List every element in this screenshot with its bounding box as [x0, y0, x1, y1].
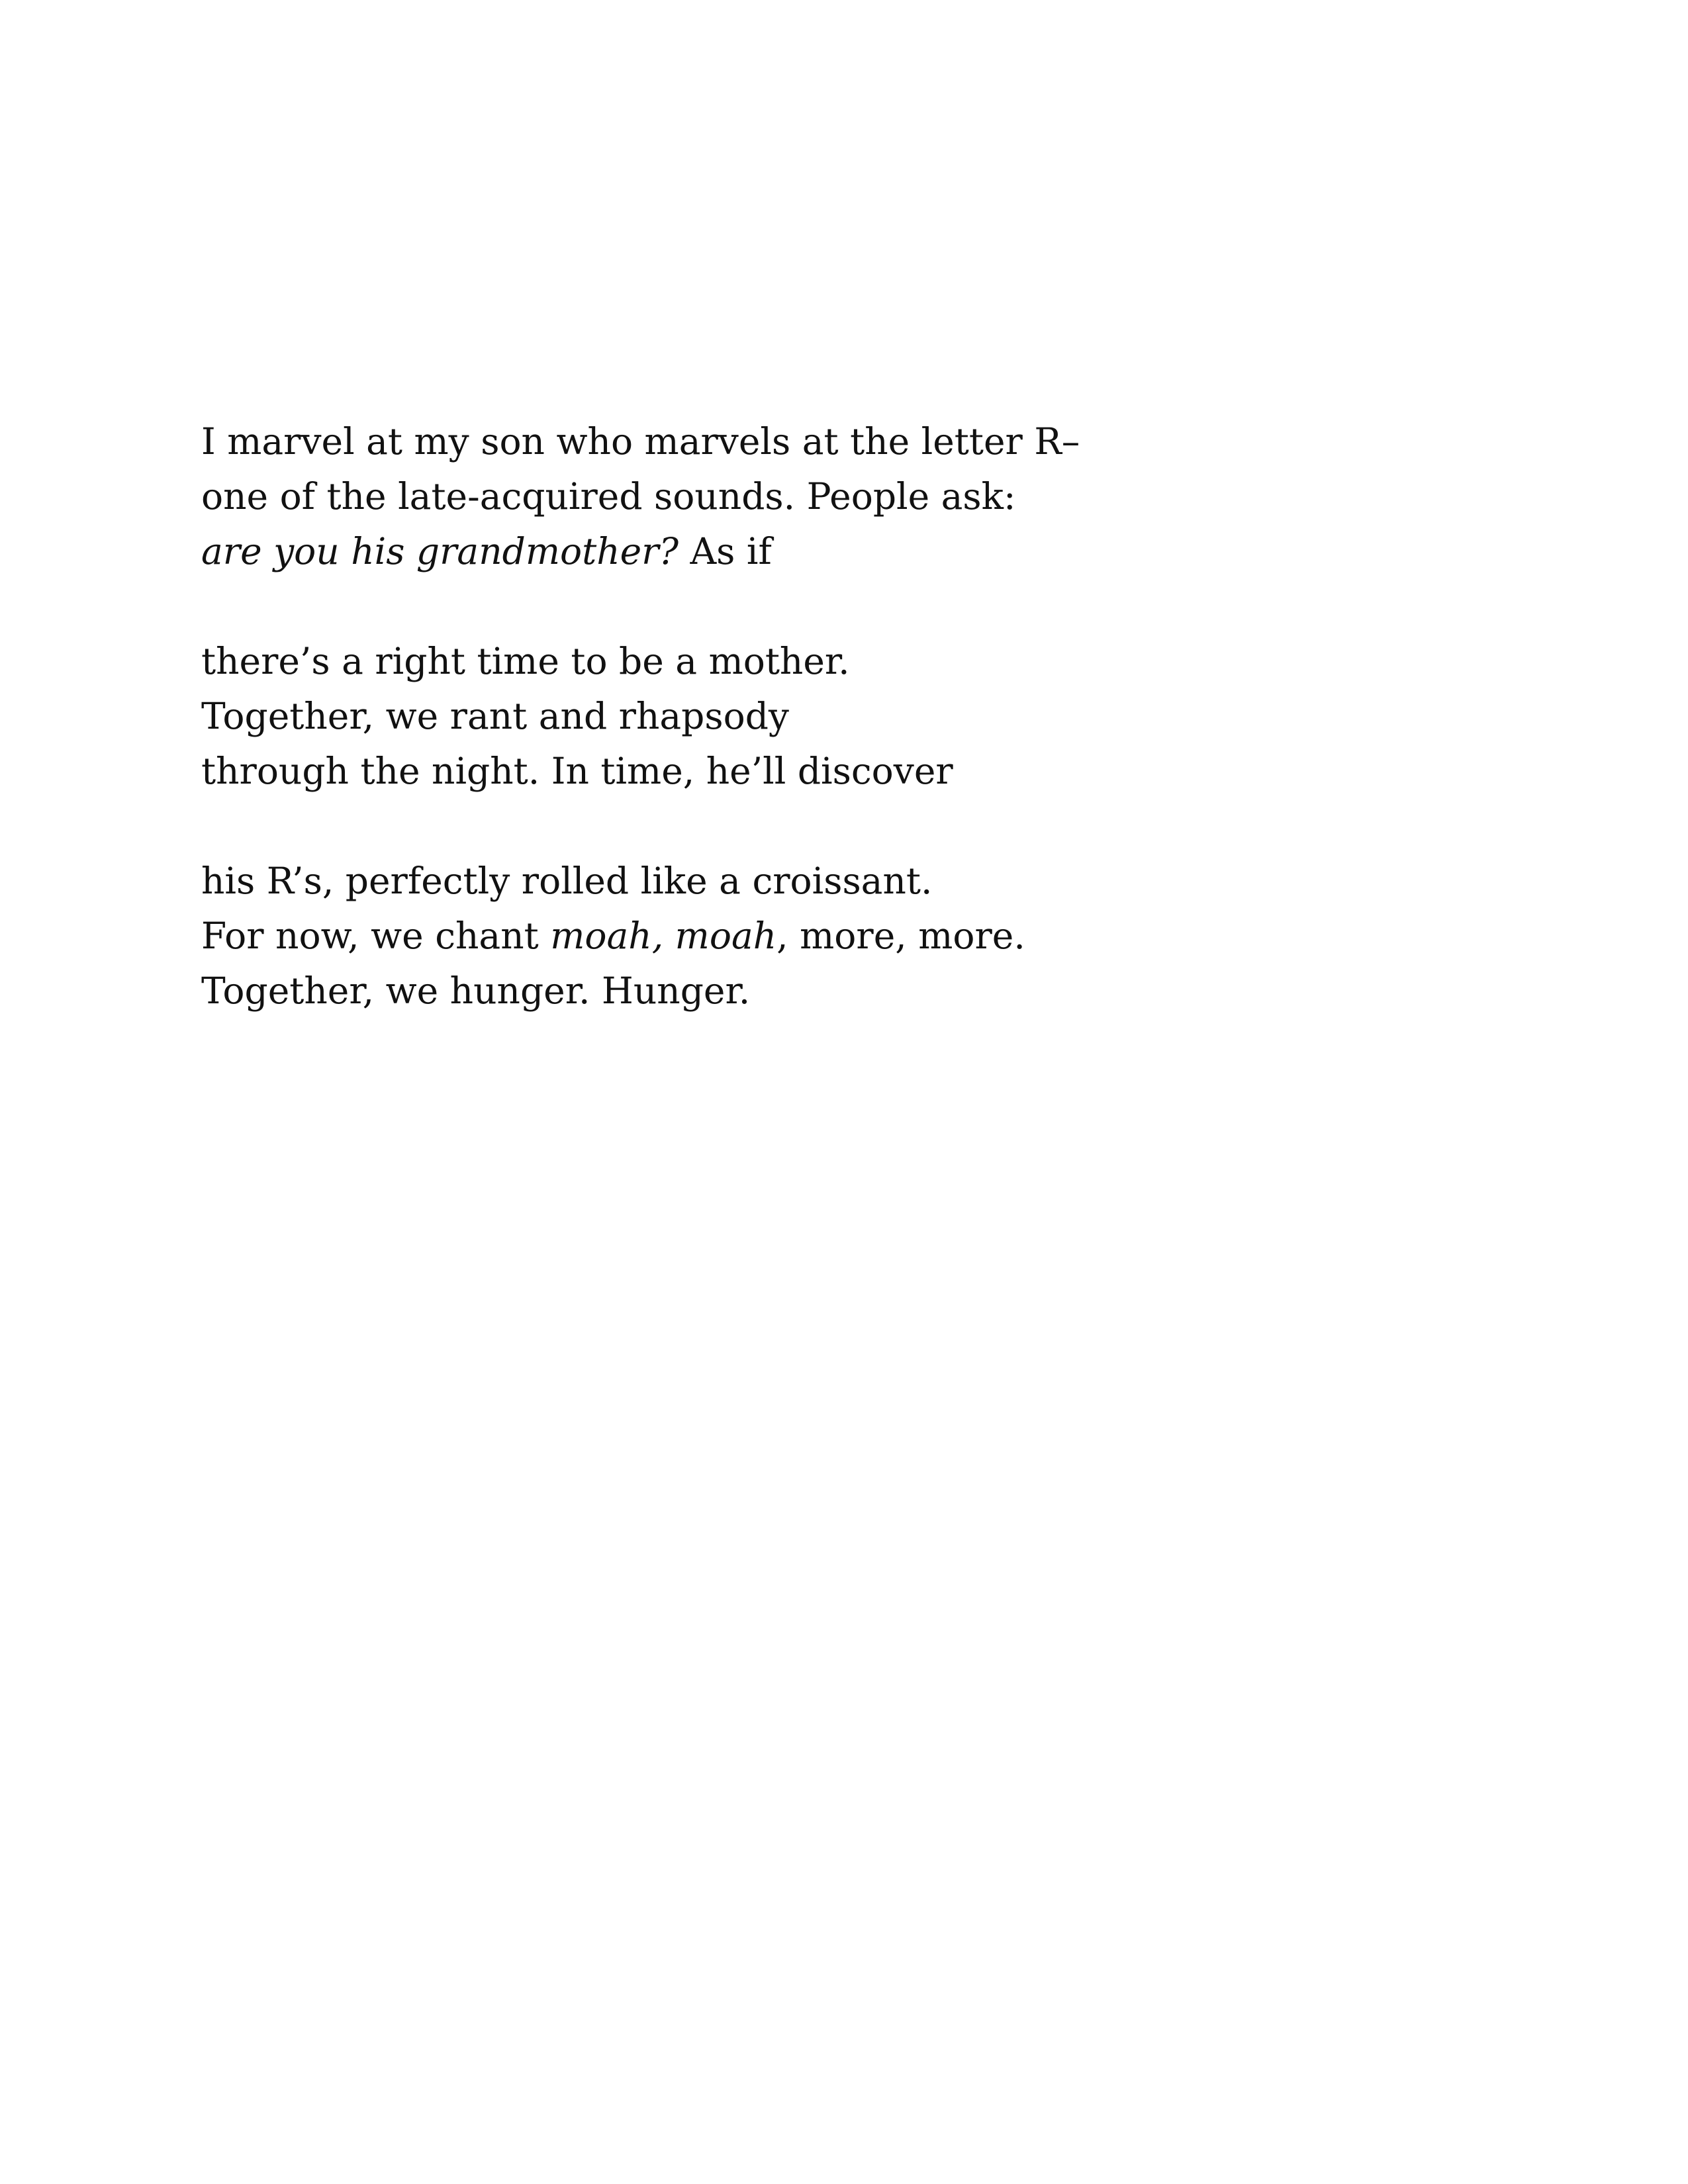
- line-text: Together, we hunger. Hunger.: [201, 970, 751, 1012]
- poem-line: [201, 469, 1459, 524]
- stanza-1: [201, 414, 1459, 579]
- line-text: As if: [678, 530, 772, 572]
- line-text: one of the late-acquired sounds. People ask:: [201, 475, 1016, 518]
- poem-line: [201, 964, 1459, 1019]
- line-text: I marvel at my son who marvels at the letter R–: [201, 420, 1080, 463]
- poem-line: [201, 744, 1459, 799]
- stanza-3: [201, 854, 1459, 1019]
- poem-line: [201, 854, 1459, 909]
- line-text: Together, we rant and rhapsody: [201, 695, 790, 737]
- line-text-italic: moah, moah: [550, 915, 777, 957]
- line-text: , more, more.: [776, 915, 1025, 957]
- poem-body: [201, 414, 1459, 1073]
- line-text: his R’s, perfectly rolled like a croissant.: [201, 860, 933, 902]
- line-text: there’s a right time to be a mother.: [201, 640, 850, 682]
- poem-line: [201, 524, 1459, 579]
- poem-line: [201, 414, 1459, 469]
- line-text: For now, we chant: [201, 915, 551, 957]
- poem-line: [201, 634, 1459, 689]
- poem-line: [201, 909, 1459, 964]
- stanza-2: [201, 634, 1459, 799]
- line-text-italic: are you his grandmother?: [201, 530, 679, 572]
- line-text: through the night. In time, he’ll discover: [201, 750, 953, 792]
- poem-line: [201, 689, 1459, 744]
